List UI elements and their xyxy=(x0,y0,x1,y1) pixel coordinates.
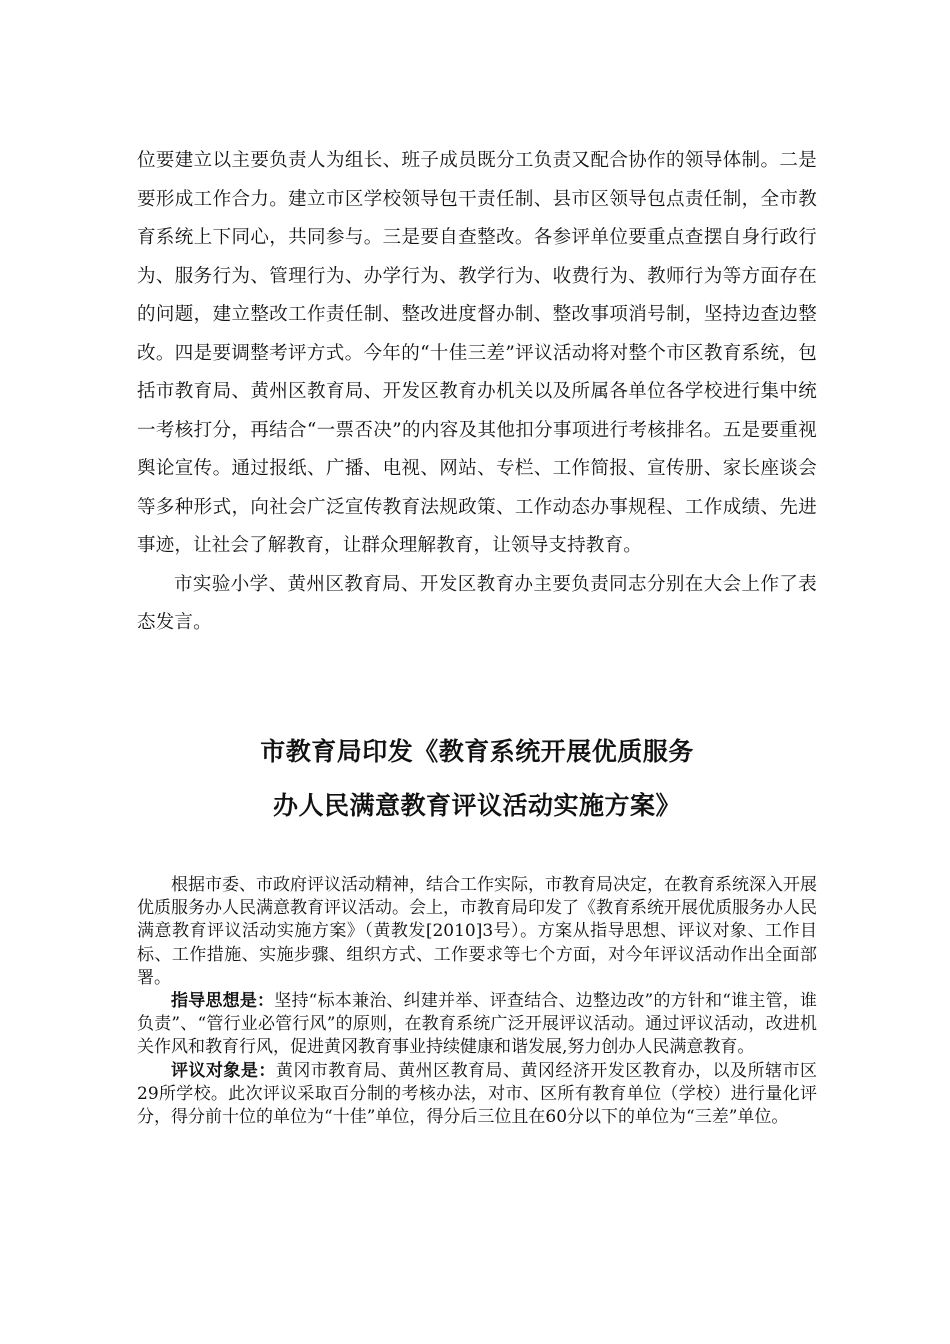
section-one xyxy=(137,142,817,643)
paragraph-guiding-thought xyxy=(137,990,817,1060)
guiding-thought-label: 指导思想是： xyxy=(171,991,275,1012)
paragraph-statements: 市实验小学、黄州区教育局、开发区教育办主要负责同志分别在大会上作了表态发言。 xyxy=(137,573,817,633)
paragraph-work-requirements: 位要建立以主要负责人为组长、班子成员既分工负责又配合协作的领导体制。二是要形成工作合力。建立市区学校领导包干责任制、县市区领导包点责任制，全市教育系统上下同心，共同参与。三是要自查整改。各参评单位要重点查摆自身行政行为、服务行为、管理行为、办学行为、教学行为、收费行为、教师行为等方面存在的问题，建立整改工作责任制、整改进度督办制、整改事项消号制，坚持边查边整改。四是要调整考评方式。今年的“十佳三差”评议活动将对整个市区教育系统，包括市教育局、黄州区教育局、开发区教育办机关以及所属各单位各学校进行集中统一考核打分，再结合“一票否决”的内容及其他扣分事项进行考核排名。五是要重视舆论宣传。通过报纸、广播、电视、网站、专栏、工作简报、宣传册、家长座谈会等多种形式，向社会广泛宣传教育法规政策、工作动态办事规程、工作成绩、先进事迹，让社会了解教育，让群众理解教育，让领导支持教育。 xyxy=(137,150,817,556)
guiding-thought-text: 坚持“标本兼治、纠建并举、评查结合、边整边改”的方针和“谁主管，谁负责”、“管行业必管行风”的原则，在教育系统广泛开展评议活动。通过评议活动，改进机关作风和教育行风，促进黄冈教育事业持续健康和谐发展,努力创办人民满意教育。 xyxy=(137,991,818,1058)
article-title-line-1: 市教育局印发《教育系统开展优质服务 xyxy=(260,737,694,766)
evaluation-target-text: 黄冈市教育局、黄州区教育局、黄冈经济开发区教育办，以及所辖市区29所学校。此次评议采取百分制的考核办法，对市、区所有教育单位（学校）进行量化评分，得分前十位的单位为“十佳”单位，得分后三位且在60分以下的单位为“三差”单位。 xyxy=(137,1060,818,1128)
article-title-line-2: 办人民满意教育评议活动实施方案》 xyxy=(272,791,681,820)
section-two xyxy=(137,874,817,1129)
paragraph-evaluation-target xyxy=(137,1060,817,1130)
evaluation-target-label: 评议对象是： xyxy=(171,1060,276,1081)
paragraph-intro: 根据市委、市政府评议活动精神，结合工作实际，市教育局决定，在教育系统深入开展优质服务办人民满意教育评议活动。会上，市教育局印发了《教育系统开展优质服务办人民满意教育评议活动实施方案》（黄教发[2010]3号）。方案从指导思想、评议对象、工作目标、工作措施、实施步骤、组织方式、工作要求等七个方面，对今年评议活动作出全面部署。 xyxy=(137,875,817,988)
